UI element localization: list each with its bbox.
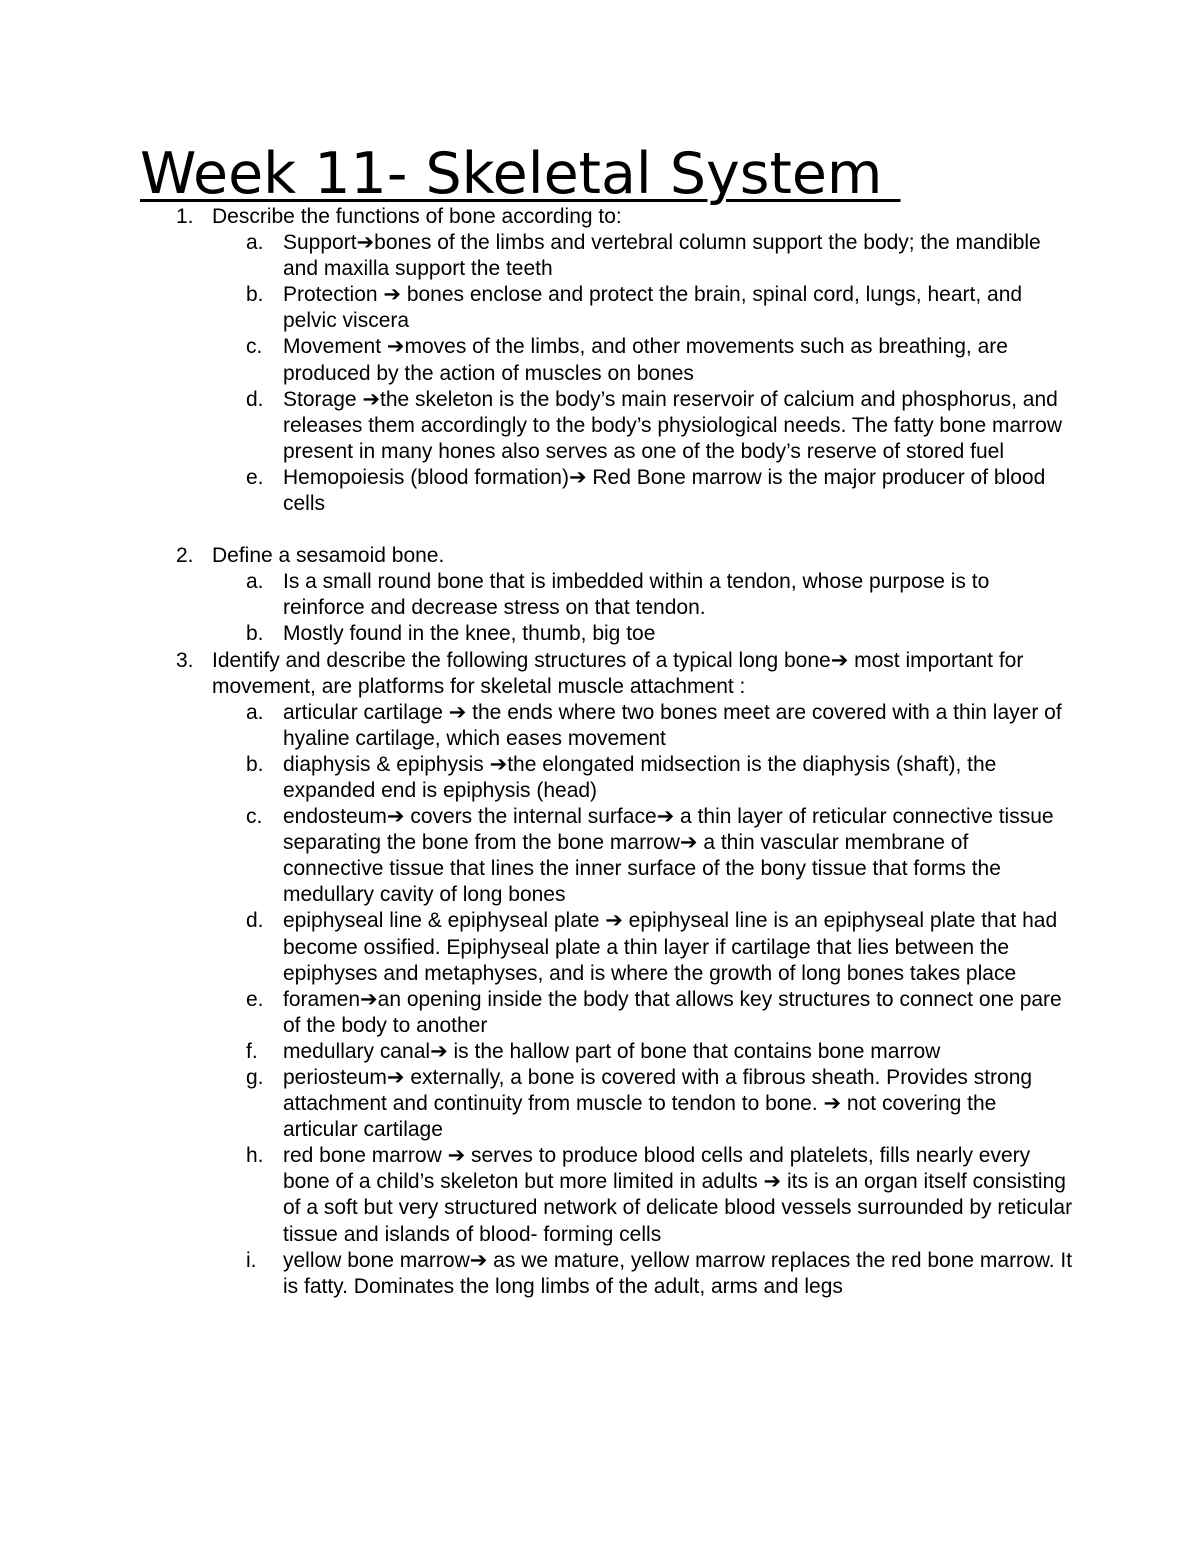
page-title: Week 11- Skeletal System <box>140 141 901 207</box>
question-1 <box>0 204 1072 230</box>
list-item <box>0 1143 1073 1247</box>
item-text: Hemopoiesis (blood formation)➔ Red Bone marrow is the major producer of blood cells <box>283 465 1046 516</box>
item-text: medullary canal➔ is the hallow part of bone that contains bone marrow <box>283 1039 941 1063</box>
item-letter: i. <box>246 1248 257 1272</box>
item-letter: f. <box>246 1039 258 1063</box>
list-item <box>0 387 1073 465</box>
item-letter: a. <box>246 570 264 594</box>
question-text: Identify and describe the following structures of a typical long bone➔ most important for movement, are platforms for skeletal muscle attachment : <box>212 648 1024 698</box>
list-item <box>0 752 1073 804</box>
item-text: Storage ➔the skeleton is the body’s main reservoir of calcium and phosphorus, and releases them accordingly to the body’s physiological needs. The fatty bone marrow present in many hones also serves as one of the body’s reserve of stored fuel <box>283 387 1062 463</box>
list-item <box>0 908 1073 986</box>
item-letter: g. <box>246 1066 264 1089</box>
item-text: articular cartilage ➔ the ends where two bones meet are covered with a thin layer of hyaline cartilage, which eases movement <box>283 700 1062 750</box>
list-item <box>0 334 1073 386</box>
item-letter: a. <box>246 231 264 255</box>
list-item <box>0 282 1073 334</box>
list-item <box>0 1065 1073 1143</box>
question-2 <box>0 543 1072 569</box>
list-item <box>0 1039 1073 1065</box>
item-text: yellow bone marrow➔ as we mature, yellow marrow replaces the red bone marrow. It is fatty. Dominates the long limbs of the adult, arms and legs <box>283 1248 1073 1298</box>
question-number: 1. <box>176 205 194 228</box>
question-number: 3. <box>176 648 194 672</box>
item-text: Is a small round bone that is imbedded within a tendon, whose purpose is to reinforce and decrease stress on that tendon. <box>283 570 990 620</box>
item-text: periosteum➔ externally, a bone is covered with a fibrous sheath. Provides strong attachment and continuity from muscle to tendon to bone. ➔ not covering the articular cartilage <box>283 1066 1033 1142</box>
item-letter: b. <box>246 752 264 776</box>
item-letter: e. <box>246 987 264 1011</box>
question-text: Define a sesamoid bone. <box>212 544 445 568</box>
item-letter: d. <box>246 909 264 933</box>
item-text: endosteum➔ covers the internal surface➔ a thin layer of reticular connective tissue separating the bone from the bone marrow➔ a thin vascular membrane of connective tissue that lines the inner surface of the bony tissue that forms the medullary cavity of long bones <box>283 805 1054 907</box>
item-letter: b. <box>246 283 264 307</box>
list-item <box>0 230 1073 282</box>
question-list <box>0 204 1200 1300</box>
list-item <box>0 465 1073 517</box>
item-letter: d. <box>246 387 264 411</box>
item-letter: e. <box>246 465 264 489</box>
list-item <box>0 987 1073 1039</box>
list-item <box>0 700 1073 752</box>
item-text: Support➔bones of the limbs and vertebral column support the body; the mandible and maxilla support the teeth <box>283 231 1041 281</box>
list-item <box>0 569 1073 621</box>
item-text: red bone marrow ➔ serves to produce blood cells and platelets, fills nearly every bone of a child’s skeleton but more limited in adults ➔ its is an organ itself consisting of a soft but very structured network of delicate blood vessels surrounded by reticular tissue and islands of blood- forming cells <box>283 1144 1073 1246</box>
item-text: foramen➔an opening inside the body that allows key structures to connect one pare of the body to another <box>283 987 1062 1037</box>
item-text: diaphysis & epiphysis ➔the elongated midsection is the diaphysis (shaft), the expanded end is epiphysis (head) <box>283 752 997 802</box>
question-text: Describe the functions of bone according to: <box>212 205 622 228</box>
item-text: Mostly found in the knee, thumb, big toe <box>283 622 656 646</box>
question-3 <box>0 648 1072 700</box>
list-item <box>0 621 1073 647</box>
item-text: epiphyseal line & epiphyseal plate ➔ epiphyseal line is an epiphyseal plate that had become ossified. Epiphyseal plate a thin layer if cartilage that lies between the epiphyses and metaphyses, and is where the growth of long bones takes place <box>283 909 1058 985</box>
item-letter: c. <box>246 335 263 359</box>
blank-line <box>0 517 1200 543</box>
item-letter: h. <box>246 1144 264 1168</box>
item-letter: a. <box>246 700 264 724</box>
item-letter: b. <box>246 622 264 646</box>
item-text: Protection ➔ bones enclose and protect the brain, spinal cord, lungs, heart, and pelvic viscera <box>283 283 1023 333</box>
list-item <box>0 804 1073 908</box>
item-text: Movement ➔moves of the limbs, and other movements such as breathing, are produced by the action of muscles on bones <box>283 335 1008 385</box>
question-number: 2. <box>176 544 194 568</box>
item-letter: c. <box>246 805 263 829</box>
list-item <box>0 1248 1073 1300</box>
